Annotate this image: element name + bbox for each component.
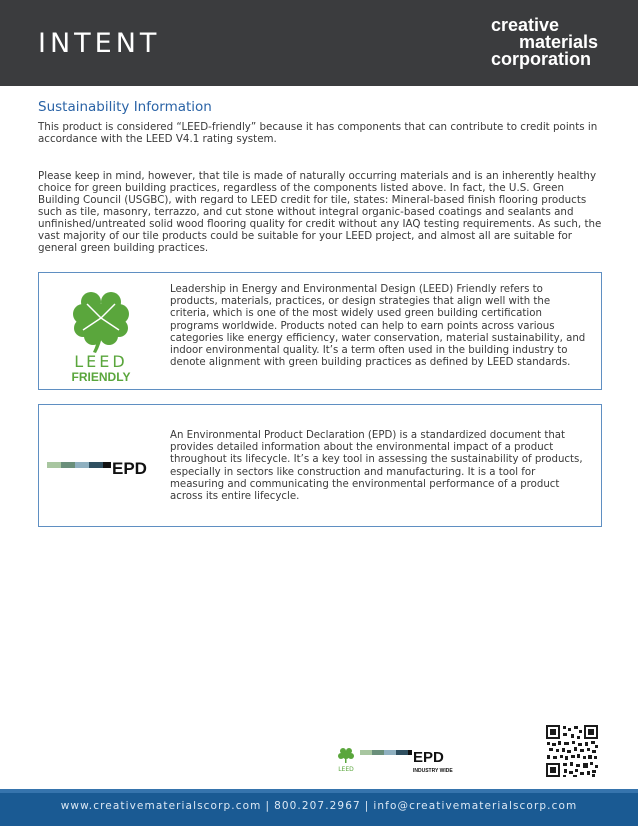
certification-logos <box>336 744 466 776</box>
epd-small-logo <box>360 749 453 774</box>
footer-contact <box>0 800 638 812</box>
footer-separator: | <box>364 800 370 812</box>
footer-bar <box>0 789 638 826</box>
epd-logo-word: EPD <box>112 459 147 477</box>
website-link[interactable]: www.creativematerialscorp.com <box>60 800 262 812</box>
brand-line-2: materials <box>518 32 598 52</box>
leed-logo-word: LEED <box>74 352 128 371</box>
section-title: Sustainability Information <box>38 99 212 115</box>
header-bar <box>0 0 638 86</box>
epd-logo <box>47 457 153 477</box>
leed-description: Leadership in Energy and Environmental Design (LEED) Friendly refers to products, materials, practices, or design strategies that align well with the criteria, which is one of the most widely used green building certification programs worldwide. Products noted can help to earn points across various categories like energy efficiency, water conservation, material sustainability, and indoor environmental quality. It’s a term often used in the building industry to denote alignment with green building practices as defined by LEED standards. <box>170 284 586 369</box>
leed-info-box <box>38 272 602 390</box>
footer-accent-line <box>0 789 638 793</box>
intro-paragraph: This product is considered “LEED-friendly” because it has components that can contribute to credit points in accordance with the LEED V4.1 rating system. <box>38 121 598 145</box>
brand-line-1: creative <box>490 15 559 35</box>
email-link[interactable]: info@creativematerialscorp.com <box>373 800 578 812</box>
brand-line-3: corporation <box>490 49 591 69</box>
brand-logo <box>491 17 598 68</box>
leed-small-logo <box>338 748 354 773</box>
epd-small-subtitle: INDUSTRY WIDE <box>413 768 453 774</box>
friendly-logo-word: FRIENDLY <box>71 370 131 382</box>
product-name: INTENT <box>38 28 161 59</box>
qr-code-icon[interactable] <box>546 725 598 777</box>
phone-number[interactable]: 800.207.2967 <box>274 800 361 812</box>
epd-small-word: EPD <box>413 749 444 766</box>
epd-description: An Environmental Product Declaration (EPD) is a standardized document that provides detailed information about the environmental impact of a product throughout its lifecycle. It’s a key tool in assessing the sustainability of products, especially in sectors like construction and manufacturing. It is a tool for measuring and communicating the environmental performance of a product across its entire lifecycle. <box>170 430 583 503</box>
tile-paragraph: Please keep in mind, however, that tile is made of naturally occurring materials and is an inherently healthy choice for green building practices, regardless of the components listed above. In fact, the U.S. Green Building Council (USGBC), with regard to LEED credit for tile, states: Mineral-based finish flooring products such as tile, masonry, terrazzo, and cut stone without integral organic-based coatings and sealants and unfinished/untreated solid wood flooring quality for credit without any IAQ testing requirements. As such, the vast majority of our tile products could be suitable for your LEED project, and almost all are suitable for general green building practices. <box>38 170 602 254</box>
footer-separator: | <box>265 800 271 812</box>
leed-small-word: LEED <box>338 766 354 773</box>
epd-info-box <box>38 404 602 527</box>
leed-friendly-logo <box>63 282 139 382</box>
